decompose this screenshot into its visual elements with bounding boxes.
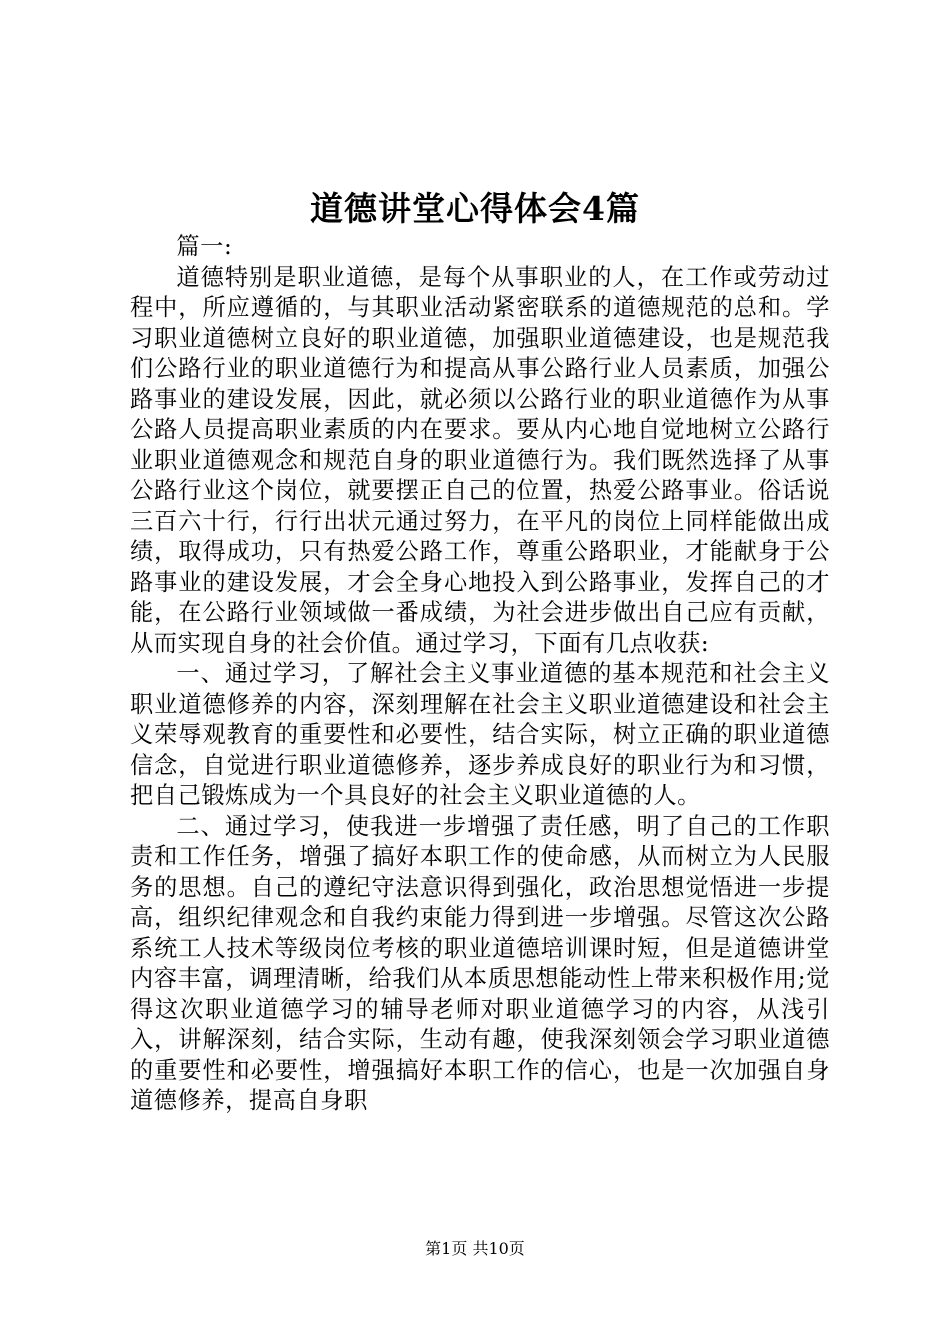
document-body bbox=[130, 232, 830, 1117]
section-label: 篇一: bbox=[176, 233, 233, 260]
document-title: 道德讲堂心得体会4篇 bbox=[310, 189, 640, 228]
page-footer: 第1页 共10页 bbox=[425, 1239, 525, 1258]
body-paragraph: 一、通过学习，了解社会主义事业道德的基本规范和社会主义职业道德修养的内容，深刻理解在社会主义职业道德建设和社会主义荣辱观教育的重要性和必要性，结合实际，树立正确的职业道德信念，自觉进行职业道德修养，逐步养成良好的职业行为和习惯，把自己锻炼成为一个具良好的社会主义职业道德的人。 bbox=[130, 660, 830, 809]
body-paragraph: 道德特别是职业道德，是每个从事职业的人，在工作或劳动过程中，所应遵循的，与其职业活动紧密联系的道德规范的总和。学习职业道德树立良好的职业道德，加强职业道德建设，也是规范我们公路行业的职业道德行为和提高从事公路行业人员素质，加强公路事业的建设发展，因此，就必须以公路行业的职业道德作为从事公路人员提高职业素质的内在要求。要从内心地自觉地树立公路行业职业道德观念和规范自身的职业道德行为。我们既然选择了从事公路行业这个岗位，就要摆正自己的位置，热爱公路事业。俗话说三百六十行，行行出状元通过努力，在平凡的岗位上同样能做出成绩，取得成功，只有热爱公路工作，尊重公路职业，才能献身于公路事业的建设发展，才会全身心地投入到公路事业，发挥自己的才能，在公路行业领域做一番成绩，为社会进步做出自己应有贡献，从而实现自身的社会价值。通过学习，下面有几点收获: bbox=[130, 263, 830, 657]
body-paragraph: 二、通过学习，使我进一步增强了责任感，明了自己的工作职责和工作任务，增强了搞好本职工作的使命感，从而树立为人民服务的思想。自己的遵纪守法意识得到强化，政治思想觉悟进一步提高，组织纪律观念和自我约束能力得到进一步增强。尽管这次公路系统工人技术等级岗位考核的职业道德培训课时短，但是道德讲堂内容丰富，调理清晰，给我们从本质思想能动性上带来积极作用;觉得这次职业道德学习的辅导老师对职业道德学习的内容，从浅引入，讲解深刻，结合实际，生动有趣，使我深刻领会学习职业道德的重要性和必要性，增强搞好本职工作的信心，也是一次加强自身道德修养，提高自身职 bbox=[130, 812, 830, 1114]
